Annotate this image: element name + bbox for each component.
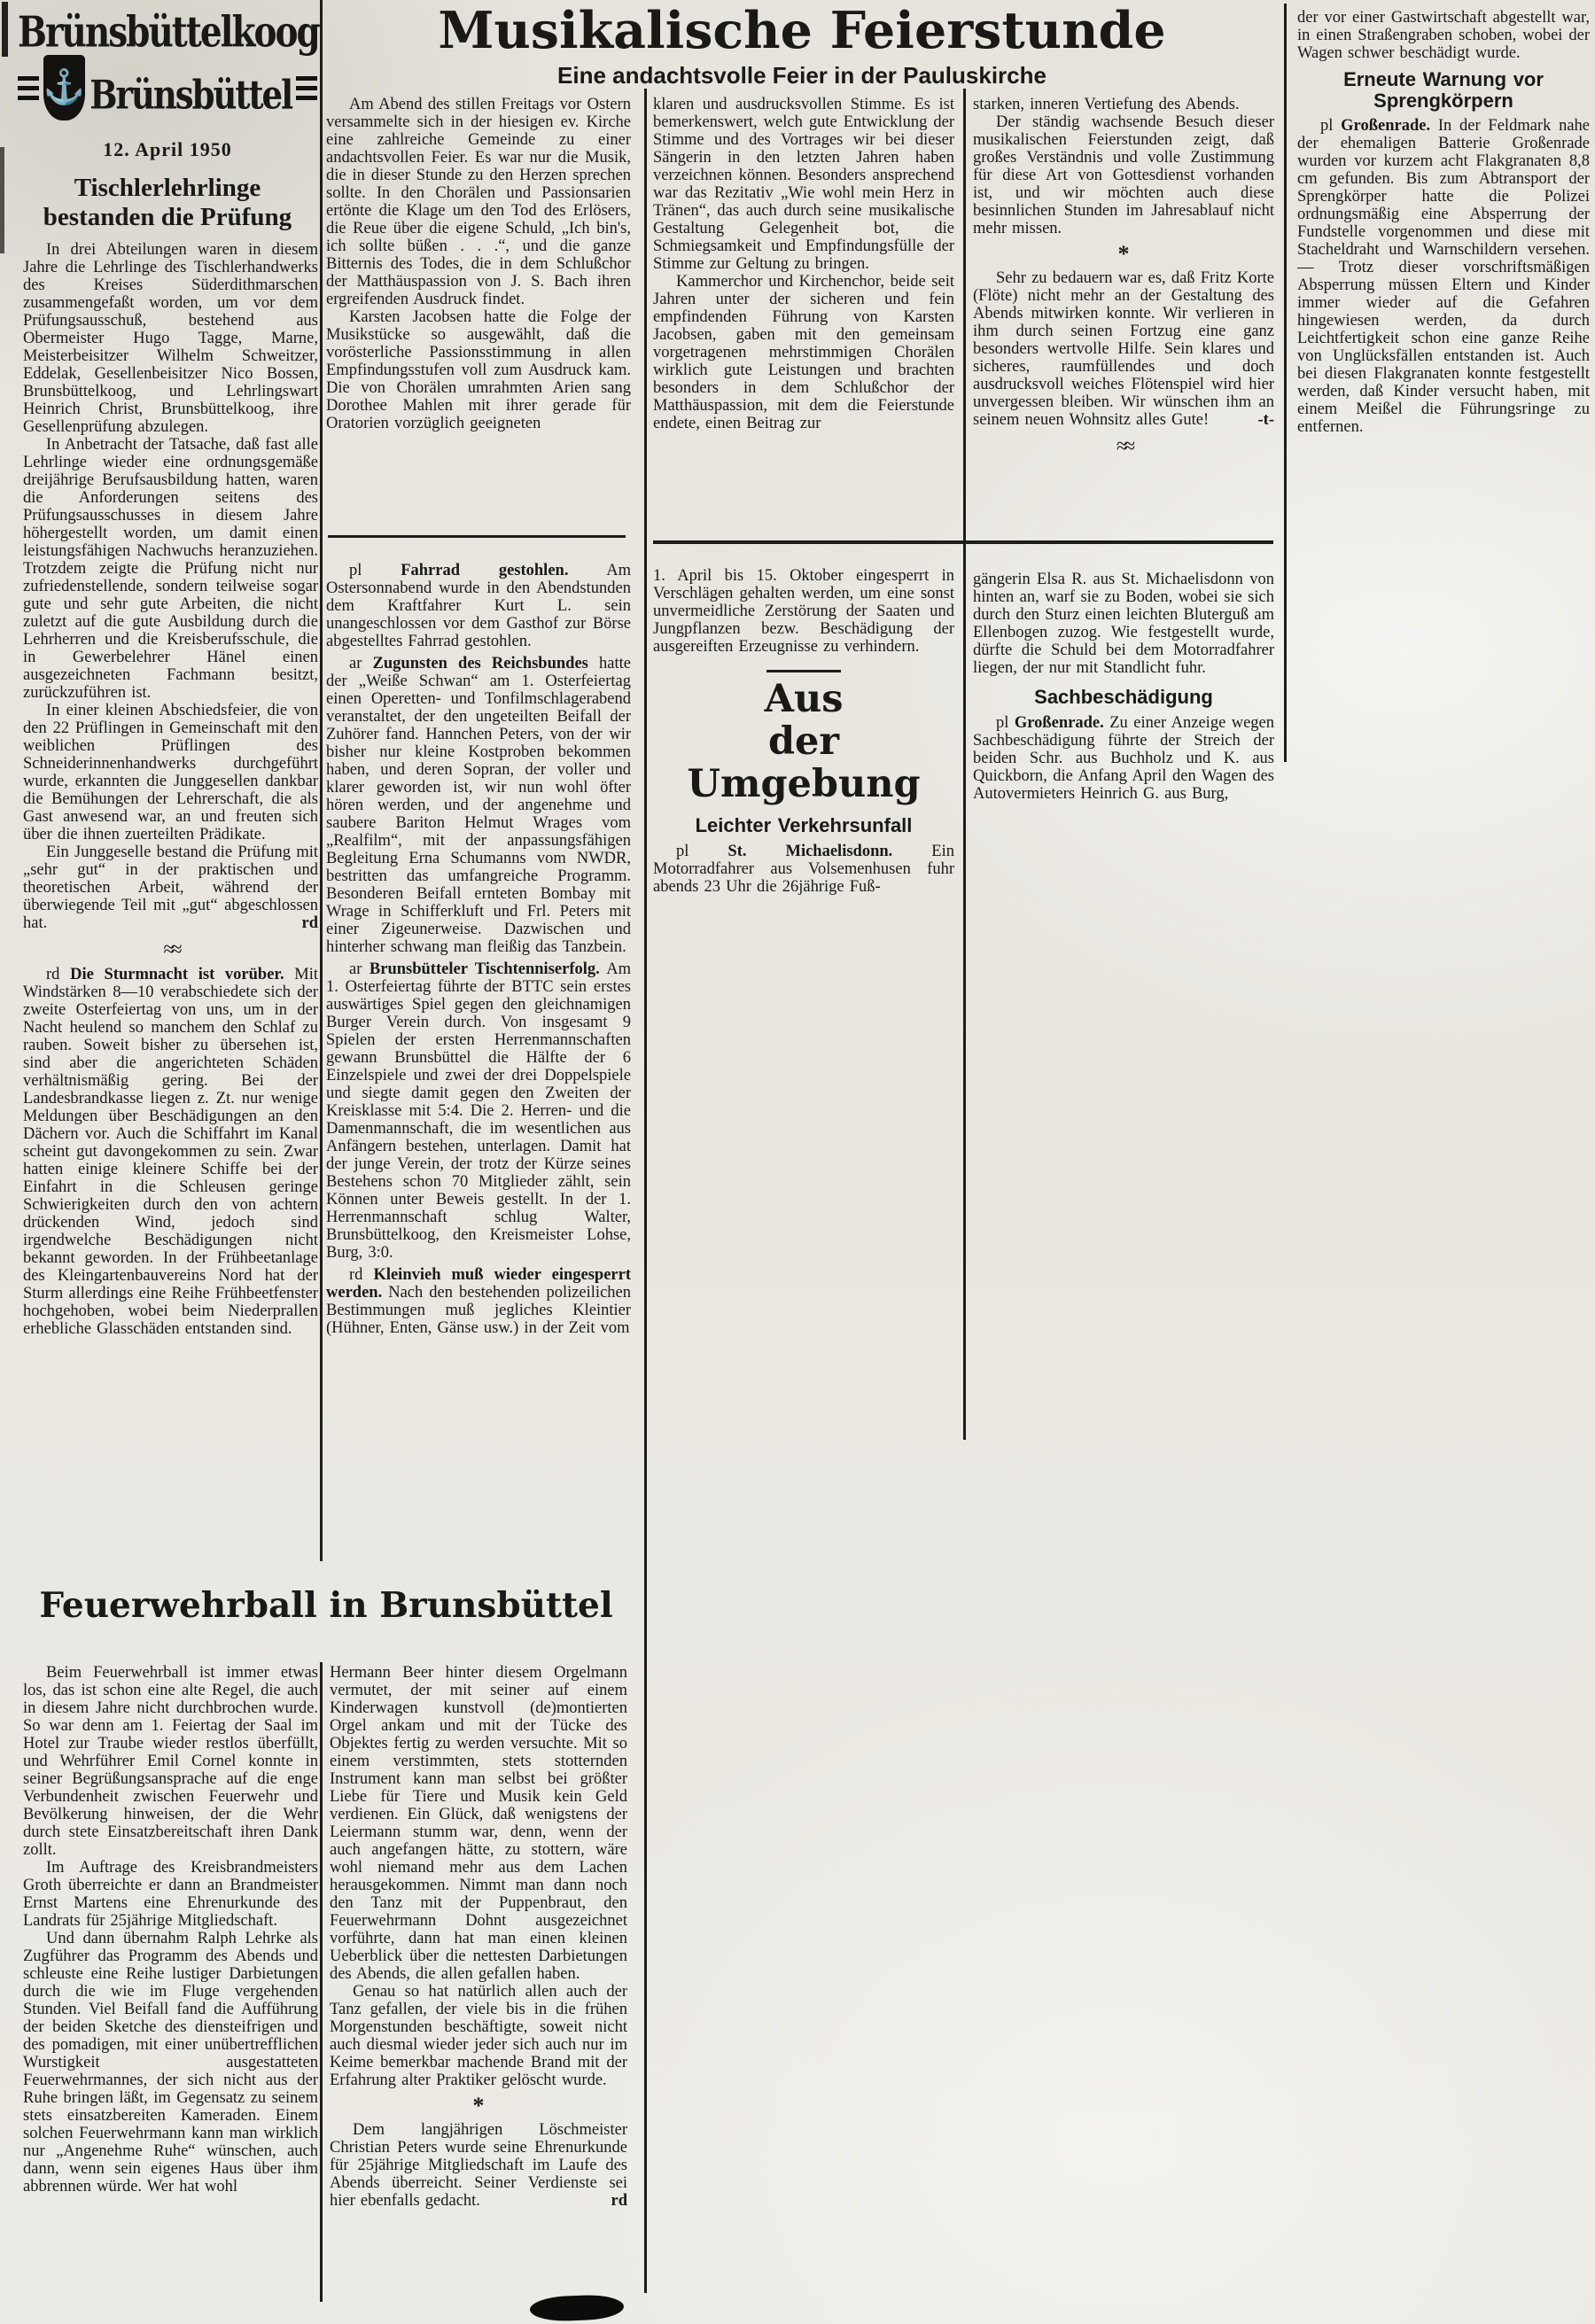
feature-column-3 [973, 96, 1274, 540]
news-brief-grossenrade-sach [973, 714, 1274, 803]
brief-continuation: gängerin Elsa R. aus St. Michaelisdonn von hinten an, warf sie zu Boden, wobei sie sich durch den Sturz einen leichten Bluterguß am Ellenbogen zuzog. Wie festgestellt wurde, dürfte die Schuld bei dem Motorradfahrer liegen, der nur mit Standlicht fuhr. [973, 571, 1274, 677]
tilde-divider: ≈≈ [163, 938, 178, 961]
paragraph: Dem langjährigen Löschmeister Christian Peters wurde seine Ehrenurkunde für 25jährige Mitgliedschaft im Laufe des Abends überreicht. Seiner Verdienste sei hier ebenfalls gedacht. [330, 2121, 627, 2210]
brief-prefix: pl [1320, 117, 1334, 135]
brief-prefix: ar [349, 960, 362, 978]
brief-lead: St. Michaelisdonn. [727, 843, 893, 860]
brief-prefix: pl [349, 562, 362, 579]
left-article-headline: Tischlerlehrlinge bestanden die Prüfung [43, 174, 292, 231]
news-brief-michaelisdonn [653, 843, 954, 896]
brief-text: Am Ostersonnabend wurde in den Abendstunden dem Kraftfahrer Kurt L. sein unangeschlossen vor dem Gasthof zur Börse abgestelltes Fahrrad gestohlen. [326, 562, 631, 650]
column-rule-center-2 [963, 89, 966, 1440]
briefs-column [326, 562, 631, 1565]
column-rule-left-upper [320, 0, 323, 1561]
section-title-line2: der Umgebung [687, 719, 921, 806]
subheadline-sachbeschaedigung: Sachbeschädigung [1034, 686, 1213, 708]
paragraph: In einer kleinen Abschiedsfeier, die von den 22 Prüflingen in Gemeinschaft mit den weiblichen Prüflingen des Schneiderinnenhandwerks durchgeführt wurde, erkannten die Junggesellen dankbar die Bemühungen der Lehrerschaft, die als Gast anwesend war, an und freuten sich über die ihnen zuerteilten Prädikate. [23, 702, 318, 843]
paragraph: Sehr zu bedauern war es, daß Fritz Korte (Flöte) nicht mehr an der Gestaltung des Abends mitwirken konnte. Wir verlieren in ihm durch seinen Fortzug eine ganz besonders wertvolle Hilfe. Sein klares und sicheres, raumfüllendes und doch ausdrucksvoll weiches Flötenspiel wird hier unvergessen bleiben. Wir wünschen ihm an seinem neuen Wohnsitz alles Gute! [973, 269, 1274, 429]
brief-lead: Großenrade. [1341, 117, 1431, 135]
masthead [18, 9, 317, 232]
news-brief-kleinvieh [326, 1266, 631, 1337]
brief-text: Mit Windstärken 8—10 verabschiedete sich der zweite Osterfeiertag von uns, um in der Nacht heulend so manchem den Schlaf zu rauben. Soweit bisher zu übersehen ist, sind aber die angerichteten Schäden verhältnismäßig gering. Bei der Landesbrandkasse liegen z. Zt. nur wenige Meldungen über Beschädigungen an den Dächern vor. Auch die Schiffahrt im Kanal scheint gut davongekommen zu sein. Zwar hatten einige kleinere Schiffe bei der Einfahrt in die Schleusen geringe Schwierigkeiten durch den von achtern drückenden Wind, jedoch sind irgendwelche Beschädigungen nicht bekannt geworden. In der Frühbeetanlage des Kleingartenbauvereins Nord hat der Sturm allerdings eine Reihe Frühbeetfenster hochgehoben, wobei beim Niederprallen erhebliche Glasschäden entstanden sind. [23, 966, 318, 1338]
brief-prefix: pl [996, 714, 1009, 732]
brief-lead: Fahrrad gestohlen. [401, 562, 569, 579]
paragraph: Am Abend des stillen Freitags vor Ostern versammelte sich in der hiesigen ev. Kirche eine zahlreiche Gemeinde zu einer andachtsvollen Feier. Es war nur die Musik, die in dieser Stunde zu den Herzen sprechen sollte. In den Chorälen und Passionsarien ertönte die Klage um den Tod des Erlösers, die Reue über die eigene Schuld, „Ich bin's, ich sollte büßen . . .“, und die ganze Bitternis des Todes, die in dem Schlußchor der Matthäuspassion von J. S. Bach ihren ergreifenden Ausdruck findet. [326, 96, 631, 308]
section-rule-col2-col3 [653, 540, 1273, 544]
right-column [1297, 9, 1590, 762]
author-initials: -t- [1257, 411, 1274, 429]
newspaper-title-line1: Brünsbüttelkoog [18, 7, 319, 58]
speedlines-left-icon [18, 76, 39, 105]
paragraph: Ein Junggeselle bestand die Prüfung mit „sehr gut“ in der praktischen und theoretischen Arbeit, während der überwiegende Teil mit „gut“ abgeschlossen hat. [23, 843, 318, 932]
news-brief-tischtennis [326, 960, 631, 1262]
column-rule-center-1 [644, 89, 647, 2293]
paragraph: Karsten Jacobsen hatte die Folge der Musikstücke so ausgewählt, daß die vorösterliche Passionsstimmung in allen Empfindungsstufen voll zum Ausdruck kam. Die von Chorälen umrahmten Arien sang Dorothee Mahlen mit ihrer gerade für Oratorien vorzüglich geeigneten [326, 308, 631, 432]
feature-subheadline: Eine andachtsvolle Feier in der Pauluskirche [557, 62, 1046, 89]
left-article-body [23, 241, 318, 1561]
paragraph: In drei Abteilungen waren in diesem Jahre die Lehrlinge des Tischlerhandwerks des Kreises Süderdithmarschen zusammengefaßt worden, um vor dem Prüfungsausschuß, bestehend aus Obermeister Hugo Tagge, Marne, Meisterbeisitzer Wilhelm Schweitzer, Eddelak, Gesellenbeisitzer Nico Bossen, Brunsbüttelkoog, und Lehrlingswart Heinrich Christ, Brunsbüttelkoog, ihre Gesellenprüfung abzulegen. [23, 241, 318, 436]
section-rule-col1 [328, 535, 626, 538]
brief-text: Am 1. Osterfeiertag führte der BTTC sein erstes auswärtiges Spiel gegen den gleichnamigen Burger Verein durch. Von insgesamt 9 Spielen der ersten Herrenmannschaften gewann Brunsbüttel die Hälfte der 6 Einzelspiele und zwei der drei Doppelspiele und siegte damit gegen den Zweiten der Kreisklasse mit 5:4. Die 2. Herren- und die Damenmannschaft, die im wesentlichen aus Anfängern bestehen, unterlagen. Damit hat der junge Verein, der trotz der Kürze seines Bestehens schon 70 Mitglieder zählt, sein Können unter Beweis gestellt. In der 1. Herrenmannschaft schlug Walter, Brunsbüttelkoog, den Kreismeister Lohse, Burg, 3:0. [326, 960, 631, 1262]
feuerwehrball-column-1 [23, 1664, 318, 2302]
brief-lead: Kleinvieh muß wieder eingesperrt werden. [326, 1266, 631, 1302]
feuerwehrball-headline: Feuerwehrball in Brunsbüttel [39, 1585, 613, 1626]
article-continuation: der vor einer Gastwirtschaft abgestellt war, in einen Straßengraben schoben, wobei der Wagen schwer beschädigt wurde. [1297, 9, 1590, 62]
feature-column-2 [653, 96, 954, 539]
scan-edge-artifact [2, 2, 8, 57]
section-title-line1: Aus [764, 677, 844, 721]
subheadline-verkehrsunfall: Leichter Verkehrsunfall [695, 814, 913, 836]
paragraph: klaren und ausdrucksvollen Stimme. Es ist bemerkenswert, welch gute Entwicklung der Stimme und des Vortrages wir bei dieser Sängerin in den letzten Jahren haben verzeichnen können. Besonders ansprechend war das Rezitativ „Wie wohl mein Herz in Tränen“, das auch durch seine musikalische Gestaltung Gelegenheit bot, die Schmiegsamkeit und Empfindungsfülle der Stimme zur Geltung zu bringen. [653, 96, 954, 273]
author-initials: rd [301, 914, 318, 932]
brief-lead: Großenrade. [1014, 714, 1104, 732]
paragraph: Kammerchor und Kirchenchor, beide seit Jahren unter der sicheren und fein empfindenden Führung von Karsten Jacobsen, gaben mit den gemeinsam vorgetragenen mehrstimmigen Chorälen wirklich gute Leistungen und brachten besonders in dem Schlußchor der Matthäuspassion, mit dem die Feierstunde endete, einen Beitrag zur [653, 273, 954, 432]
column-rule-right [1284, 4, 1287, 762]
brief-prefix: rd [349, 1266, 363, 1284]
paragraph: Genau so hat natürlich allen auch der Tanz gefallen, der viele bis in die frühen Morgenstunden beschäftigte, soweit nicht auch diesmal wieder jeder sich auch nur im Keime bemerkbar machende Brand mit der Erfahrung alter Praktiker gelöscht wurde. [330, 1983, 627, 2089]
brief-text: Zu einer Anzeige wegen Sachbeschädigung führte der Streich der beiden Schr. aus Buchholz und K. aus Quickborn, die Anfang April den Wagen des Autovermieters Heinrich G. aus Burg, [973, 714, 1274, 803]
news-brief-reichsbund [326, 655, 631, 956]
star-divider: * [472, 2093, 485, 2118]
column-rule-left-lower [320, 1662, 323, 2302]
brief-lead: Zugunsten des Reichsbundes [372, 655, 588, 672]
newspaper-title-line2: Brünsbüttel [89, 70, 292, 119]
star-divider: * [1117, 241, 1130, 267]
paragraph: Hermann Beer hinter diesem Orgelmann vermutet, der mit seiner auf einem Kinderwagen kunstvoll (de)montierten Orgel ankam und mit der Tücke des Objektes fertig zu werden versuchte. Mit so einem verstimmten, stets stotternden Instrument kann man selbst bei größter Liebe für Tiere und Musik kein Geld verdienen. Ein Glück, daß wenigstens der Leiermann stumm war, denn, wenn der auch angefangen hätte, zu stottern, wäre wohl niemand mehr aus dem Lachen herausgekommen. Nimmt man dann noch den Tanz mit der Puppenbraut, den Feuerwehrmann Dohnt ausgezeichnet vorführte, dann hat man einen kleinen Ueberblick über die nettesten Darbietungen des Abends, die allen gefallen haben. [330, 1664, 627, 1983]
brief-text: hatte der „Weiße Schwan“ am 1. Osterfeiertag einen Operetten- und Tonfilmschlagerabend veranstaltet, der den ungeteilten Beifall der Zuhörer fand. Hannchen Peters, von der wir bisher nur kleine Kostproben bekommen haben, und deren Sopran, der voller und klarer geworden ist, wir nun wohl öfter hören werden, und der angenehme und saubere Bariton Helmut Wrages vom „Realfilm“, mit der anpassungsfähigen Begleitung Erna Schumanns vom NWDR, bestritten das umfangreiche Programm. Besonderen Beifall ernteten Bombay mit Wrage in Schifferkluft und Frl. Peters mit einer Zigeunerweise. Dazwischen und hinterher schwang man fleißig das Tanzbein. [326, 655, 631, 956]
feuerwehrball-column-2 [330, 1664, 627, 2315]
umgebung-column [653, 567, 954, 948]
issue-date: 12. April 1950 [103, 138, 232, 160]
newspaper-title-row2 [18, 60, 317, 120]
unfall-continuation-column [973, 571, 1274, 987]
feature-headline: Musikalische Feierstunde [438, 1, 1166, 60]
anchor-spade-crest-icon: ⚓ [43, 55, 85, 120]
paragraph: Beim Feuerwehrball ist immer etwas los, das ist schon eine alte Regel, die auch in diesem Jahre nicht durchbrochen wurde. So war denn am 1. Feiertag der Saal im Hotel zur Traube wieder restlos überfüllt, und Wehrführer Emil Cornel konnte in seiner Begrüßungsansprache auf die enge Verbundenheit zwischen Feuerwehr und Bevölkerung hinweisen, der die Wehr durch stete Einsatzbereitschaft ihren Dank zollt. [23, 1664, 318, 1859]
paragraph: Und dann übernahm Ralph Lehrke als Zugführer das Programm des Abends und schleuste eine Reihe lustiger Darbietungen durch die wie im Fluge vergehenden Stunden. Viel Beifall fand die Aufführung der beiden Sketche des diensteifrigen und des pomadigen, mit einer unübertrefflichen Wurstigkeit ausgestatteten Feuerwehrmannes, der sich nicht aus der Ruhe bringen läßt, im Gegensatz zu seinem stets einsatzbereiten Kameraden. Einem solchen Feuerwehrmann kann man wirklich nur „Angenehme Ruhe“ wünschen, auch dann, wenn sein eigenes Haus über ihm abbrennen würde. Wer hat wohl [23, 1930, 318, 2196]
feature-column-1 [326, 96, 631, 521]
tilde-divider: ≈≈ [1116, 435, 1132, 458]
paragraph: starken, inneren Vertiefung des Abends. [973, 96, 1240, 113]
brief-prefix: pl [676, 843, 689, 860]
speedlines-right-icon [296, 76, 317, 105]
paragraph: In Anbetracht der Tatsache, daß fast alle Lehrlinge wieder eine ordnungsgemäße dreijährige Berufsausbildung hatten, waren die Anforderungen seitens des Prüfungsausschusses in diesem Jahre höhergestellt worden, um damit einen leistungsfähigen Nachwuchs heranzuziehen. Trotzdem zeigte die Prüfung nicht nur zufriedenstellende, sondern teilweise sogar gute und sehr gute Arbeiten, die nicht zuletzt auf die gute Ausbildung durch die Lehrherren und die Kreisberufsschule, die in Gewerbelehrer Hänel einen ausgezeichneten Fachmann besitzt, zurückzuführen ist. [23, 436, 318, 702]
brief-lead: Brunsbütteler Tischtenniserfolg. [369, 960, 600, 978]
paragraph: Der ständig wachsende Besuch dieser musikalischen Feierstunden zeigt, daß großes Verständnis und volle Zustimmung für diese Art von Gottesdienst vorhanden ist, und wir möchten auch diese besinnlichen Stunden im Jahresablauf nicht mehr missen. [973, 113, 1274, 237]
news-brief-grossenrade-warnung [1297, 117, 1590, 436]
news-brief-fahrrad [326, 562, 631, 650]
paragraph: Im Auftrage des Kreisbrandmeisters Groth überreichte er dann an Brandmeister Ernst Martens eine Ehrenurkunde des Landrats für 25jährige Mitgliedschaft. [23, 1859, 318, 1930]
section-mini-rule [766, 670, 841, 672]
brief-text: Nach den bestehenden polizeilichen Bestimmungen muß jegliches Kleintier (Hühner, Enten, Gänse usw.) in der Zeit vom [326, 1284, 631, 1337]
brief-prefix: rd [46, 966, 60, 983]
brief-continuation: 1. April bis 15. Oktober eingesperrt in Verschlägen gehalten werden, um eine sonst unvermeidliche Zerstörung der Saaten und Jungpflanzen bezw. Beschädigung der ausgereiften Erzeugnisse zu verhindern. [653, 567, 954, 656]
brief-text: Ein Motorradfahrer aus Volsemenhusen fuhr abends 23 Uhr die 26jährige Fuß- [653, 843, 954, 896]
brief-text: In der Feldmark nahe der ehemaligen Batterie Großenrade wurden vor kurzem acht Flakgranaten 8,8 cm gefunden. Bis zum Abtransport der Sprengkörper hatte die Polizei ordnungsmäßig eine Absperrung der Fundstelle vorgenommen und diese mit Stacheldraht und Warnschildern versehen. — Trotz dieser vorschriftsmäßigen Absperrung müssen Eltern und Kinder immer wieder auf die Gefahren hingewiesen werden, da durch Leichtfertigkeit schon eine ganze Reihe von Unglücksfällen entstanden ist. Auch bei diesen Flakgranaten konnte festgestellt werden, daß Kinder versucht haben, mit einem Meißel die Führungsringe zu entfernen. [1297, 117, 1590, 436]
author-initials: rd [611, 2192, 627, 2210]
subheadline-sprengkoerper: Erneute Warnung vor Sprengkörpern [1343, 68, 1544, 112]
news-brief-sturmnacht [23, 966, 318, 1338]
brief-lead: Die Sturmnacht ist vorüber. [70, 966, 284, 983]
scan-edge-artifact [0, 147, 4, 253]
brief-prefix: ar [349, 655, 362, 672]
